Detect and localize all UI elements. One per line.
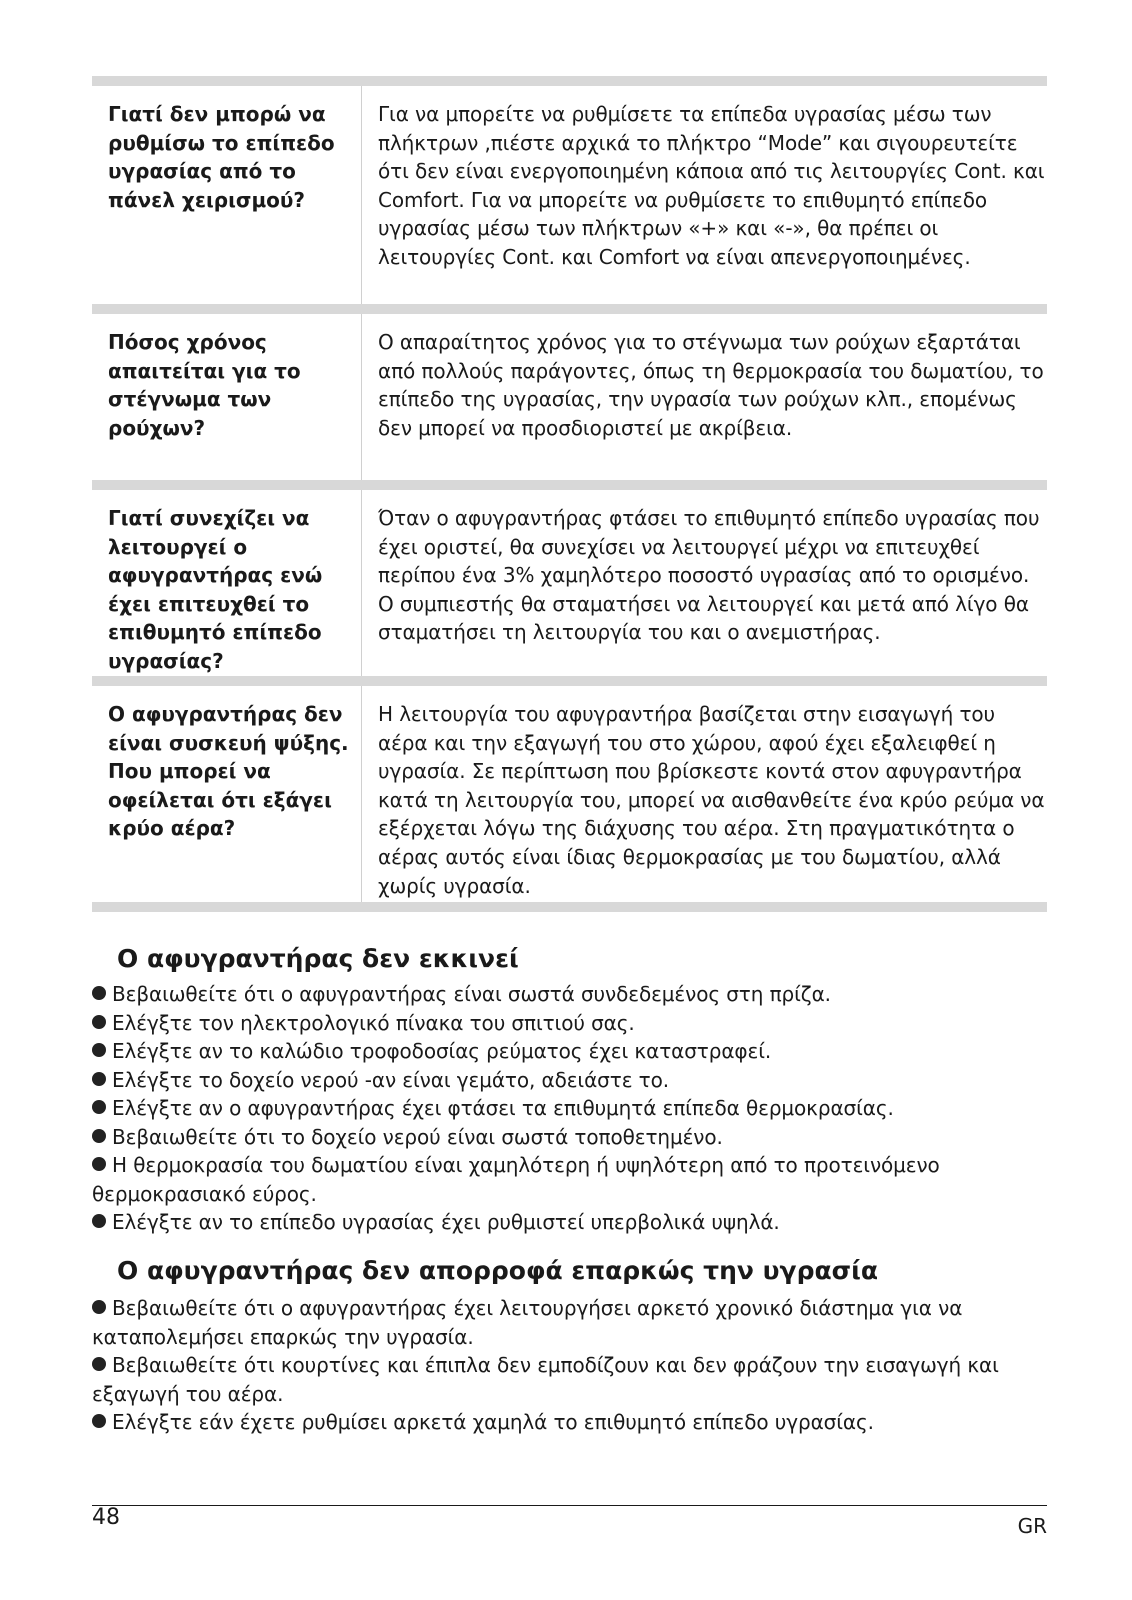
faq-answer: Όταν ο αφυγραντήρας φτάσει το επιθυμητό επίπεδο υγρασίας που έχει οριστεί, θα συνεχίσει να λειτουργεί μέχρι να επιτευχθεί περίπου ένα 3% χαμηλότερο ποσοστό υγρασίας από το ορισμένο. Ο συμπιεστής θα σταματήσει να λειτουργεί και μετά από λίγο θα σταματήσει τη λειτουργία του και ο ανεμιστήρας. bbox=[378, 506, 1040, 645]
list-item: Βεβαιωθείτε ότι ο αφυγραντήρας έχει λειτουργήσει αρκετό χρονικό διάστημα για να καταπολεμήσει επαρκώς την υγρασία. bbox=[92, 1296, 963, 1349]
bullet-icon bbox=[92, 1043, 106, 1057]
bullet-icon bbox=[92, 1100, 106, 1114]
bullet-icon bbox=[92, 1015, 106, 1029]
bullet-icon bbox=[92, 1129, 106, 1143]
page-content bbox=[92, 76, 1047, 912]
list-item: Βεβαιωθείτε ότι ο αφυγραντήρας είναι σωστά συνδεδεμένος στη πρίζα. bbox=[92, 980, 1050, 1009]
list-item: Ελέγξτε τον ηλεκτρολογικό πίνακα του σπιτιού σας. bbox=[92, 1009, 1050, 1038]
table-bottom-border bbox=[92, 902, 1047, 912]
column-divider bbox=[361, 314, 362, 480]
column-divider bbox=[361, 86, 362, 304]
faq-answer: Για να μπορείτε να ρυθμίσετε τα επίπεδα υγρασίας μέσω των πλήκτρων ,πιέστε αρχικά το πλήκτρο “Mode” και σιγουρευτείτε ότι δεν είναι ενεργοποιημένη κάποια από τις λειτουργίες Cont. και Comfort. Για να μπορείτε να ρυθμίσετε το επιθυμητό επίπεδο υγρασίας μέσω των πλήκτρων «+» και «-», θα πρέπει οι λειτουργίες Cont. και Comfort να είναι απενεργοποιημένες. bbox=[378, 102, 1045, 269]
bullet-icon bbox=[92, 1072, 106, 1086]
section-title-poor-absorption: Ο αφυγραντήρας δεν απορροφά επαρκώς την υγρασία bbox=[117, 1256, 879, 1285]
footer-rule bbox=[92, 1505, 1047, 1506]
faq-question: Ο αφυγραντήρας δεν είναι συσκευή ψύξης. Που μπορεί να οφείλεται ότι εξάγει κρύο αέρα? bbox=[108, 702, 349, 841]
page-number: 48 bbox=[92, 1505, 120, 1530]
faq-question: Γιατί δεν μπορώ να ρυθμίσω το επίπεδο υγρασίας από το πάνελ χειρισμού? bbox=[108, 102, 335, 212]
bullet-icon bbox=[92, 1414, 106, 1428]
faq-answer: Η λειτουργία του αφυγραντήρα βασίζεται στην εισαγωγή του αέρα και την εξαγωγή του στο χώρου, αφού έχει εξαλειφθεί η υγρασία. Σε περίπτωση που βρίσκεστε κοντά στον αφυγραντήρα κατά τη λειτουργία του, μπορεί να αισθανθείτε ένα κρύο ρεύμα να εξέρχεται λόγω της διάχυσης του αέρα. Στη πραγματικότητα ο αέρας αυτός είναι ίδιας θερμοκρασίας με του δωματίου, αλλά χωρίς υγρασία. bbox=[378, 702, 1045, 898]
faq-question: Πόσος χρόνος απαιτείται για το στέγνωμα των ρούχων? bbox=[108, 330, 301, 440]
bullet-list-poor-absorption bbox=[92, 1294, 1050, 1437]
list-item: Η θερμοκρασία του δωματίου είναι χαμηλότερη ή υψηλότερη από το προτεινόμενο θερμοκρασιακό εύρος. bbox=[92, 1153, 940, 1206]
faq-row bbox=[92, 480, 1047, 676]
bullet-icon bbox=[92, 986, 106, 1000]
bullet-list-not-starting bbox=[92, 980, 1050, 1237]
faq-row bbox=[92, 76, 1047, 304]
faq-row bbox=[92, 304, 1047, 480]
column-divider bbox=[361, 686, 362, 902]
faq-question: Γιατί συνεχίζει να λειτουργεί ο αφυγραντήρας ενώ έχει επιτευχθεί το επιθυμητό επίπεδο υγρασίας? bbox=[108, 506, 323, 673]
list-item: Βεβαιωθείτε ότι κουρτίνες και έπιπλα δεν εμποδίζουν και δεν φράζουν την εισαγωγή και εξαγωγή του αέρα. bbox=[92, 1353, 999, 1406]
bullet-icon bbox=[92, 1357, 106, 1371]
column-divider bbox=[361, 490, 362, 676]
section-title-not-starting: Ο αφυγραντήρας δεν εκκινεί bbox=[117, 944, 519, 973]
list-item: Ελέγξτε αν το καλώδιο τροφοδοσίας ρεύματος έχει καταστραφεί. bbox=[92, 1037, 1050, 1066]
language-code: GR bbox=[1017, 1514, 1047, 1538]
list-item: Ελέγξτε το δοχείο νερού -αν είναι γεμάτο, αδειάστε το. bbox=[92, 1066, 1050, 1095]
faq-answer: Ο απαραίτητος χρόνος για το στέγνωμα των ρούχων εξαρτάται από πολλούς παράγοντες, όπως τη θερμοκρασία του δωματίου, το επίπεδο της υγρασίας, την υγρασία των ρούχων κλπ., επομένως δεν μπορεί να προσδιοριστεί με ακρίβεια. bbox=[378, 330, 1044, 440]
list-item: Ελέγξτε αν ο αφυγραντήρας έχει φτάσει τα επιθυμητά επίπεδα θερμοκρασίας. bbox=[92, 1094, 1050, 1123]
list-item: Ελέγξτε εάν έχετε ρυθμίσει αρκετά χαμηλά το επιθυμητό επίπεδο υγρασίας. bbox=[92, 1408, 1050, 1437]
bullet-icon bbox=[92, 1157, 106, 1171]
bullet-icon bbox=[92, 1214, 106, 1228]
list-item: Βεβαιωθείτε ότι το δοχείο νερού είναι σωστά τοποθετημένο. bbox=[92, 1123, 1050, 1152]
bullet-icon bbox=[92, 1300, 106, 1314]
list-item: Ελέγξτε αν το επίπεδο υγρασίας έχει ρυθμιστεί υπερβολικά υψηλά. bbox=[92, 1208, 1050, 1237]
faq-row bbox=[92, 676, 1047, 902]
